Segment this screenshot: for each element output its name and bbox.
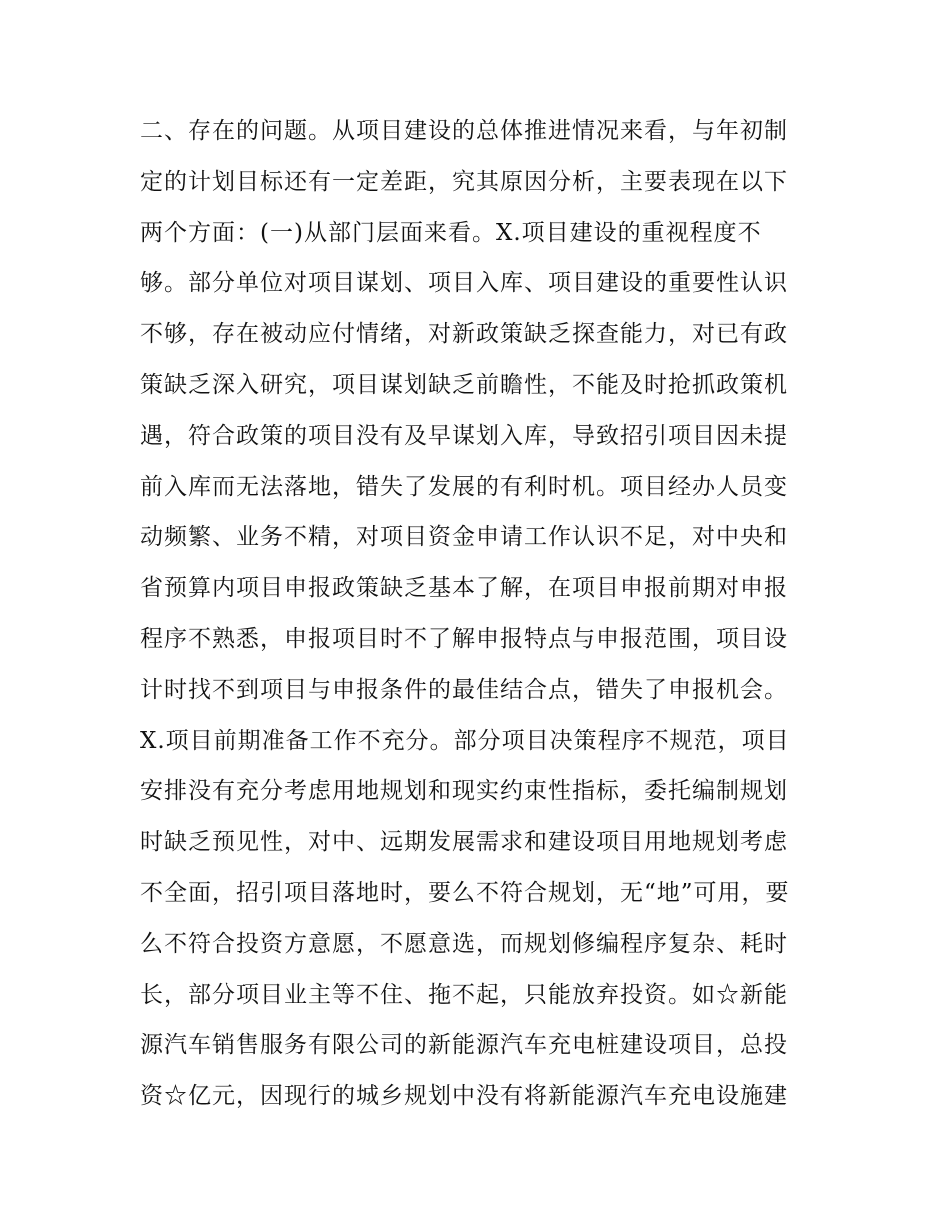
text-line: 程序不熟悉，申报项目时不了解申报特点与申报范围，项目设 — [140, 625, 788, 652]
text-line: 策缺乏深入研究，项目谋划缺乏前瞻性，不能及时抢抓政策机 — [140, 371, 788, 398]
text-line: 源汽车销售服务有限公司的新能源汽车充电桩建设项目，总投 — [140, 1032, 788, 1059]
text-line: 时缺乏预见性，对中、远期发展需求和建设项目用地规划考虑 — [140, 829, 788, 856]
text-line: 动频繁、业务不精，对项目资金申请工作认识不足，对中央和 — [140, 524, 788, 551]
text-line: 前入库而无法落地，错失了发展的有利时机。项目经办人员变 — [140, 473, 788, 500]
text-line: 两个方面：(一)从部门层面来看。X.项目建设的重视程度不 — [140, 219, 762, 246]
text-line: 计时找不到项目与申报条件的最佳结合点，错失了申报机会。 — [140, 676, 788, 703]
text-line: 定的计划目标还有一定差距，究其原因分析，主要表现在以下 — [140, 168, 788, 195]
text-line: 二、存在的问题。从项目建设的总体推进情况来看，与年初制 — [140, 118, 788, 144]
text-line: 资☆亿元，因现行的城乡规划中没有将新能源汽车充电设施建 — [140, 1083, 788, 1110]
text-line: X.项目前期准备工作不充分。部分项目决策程序不规范，项目 — [140, 727, 790, 754]
text-line: 不够，存在被动应付情绪，对新政策缺乏探查能力，对已有政 — [140, 321, 788, 348]
text-line: 长，部分项目业主等不住、拖不起，只能放弃投资。如☆新能 — [140, 981, 788, 1008]
text-line: 省预算内项目申报政策缺乏基本了解，在项目申报前期对申报 — [140, 575, 788, 602]
text-line: 么不符合投资方意愿，不愿意选，而规划修编程序复杂、耗时 — [140, 930, 788, 957]
body-text — [140, 106, 830, 1122]
text-line: 够。部分单位对项目谋划、项目入库、项目建设的重要性认识 — [140, 270, 788, 297]
text-line: 不全面，招引项目落地时，要么不符合规划，无“地”可用，要 — [140, 879, 790, 906]
text-line: 遇，符合政策的项目没有及早谋划入库，导致招引项目因未提 — [140, 422, 788, 449]
text-line: 安排没有充分考虑用地规划和现实约束性指标，委托编制规划 — [140, 778, 788, 805]
